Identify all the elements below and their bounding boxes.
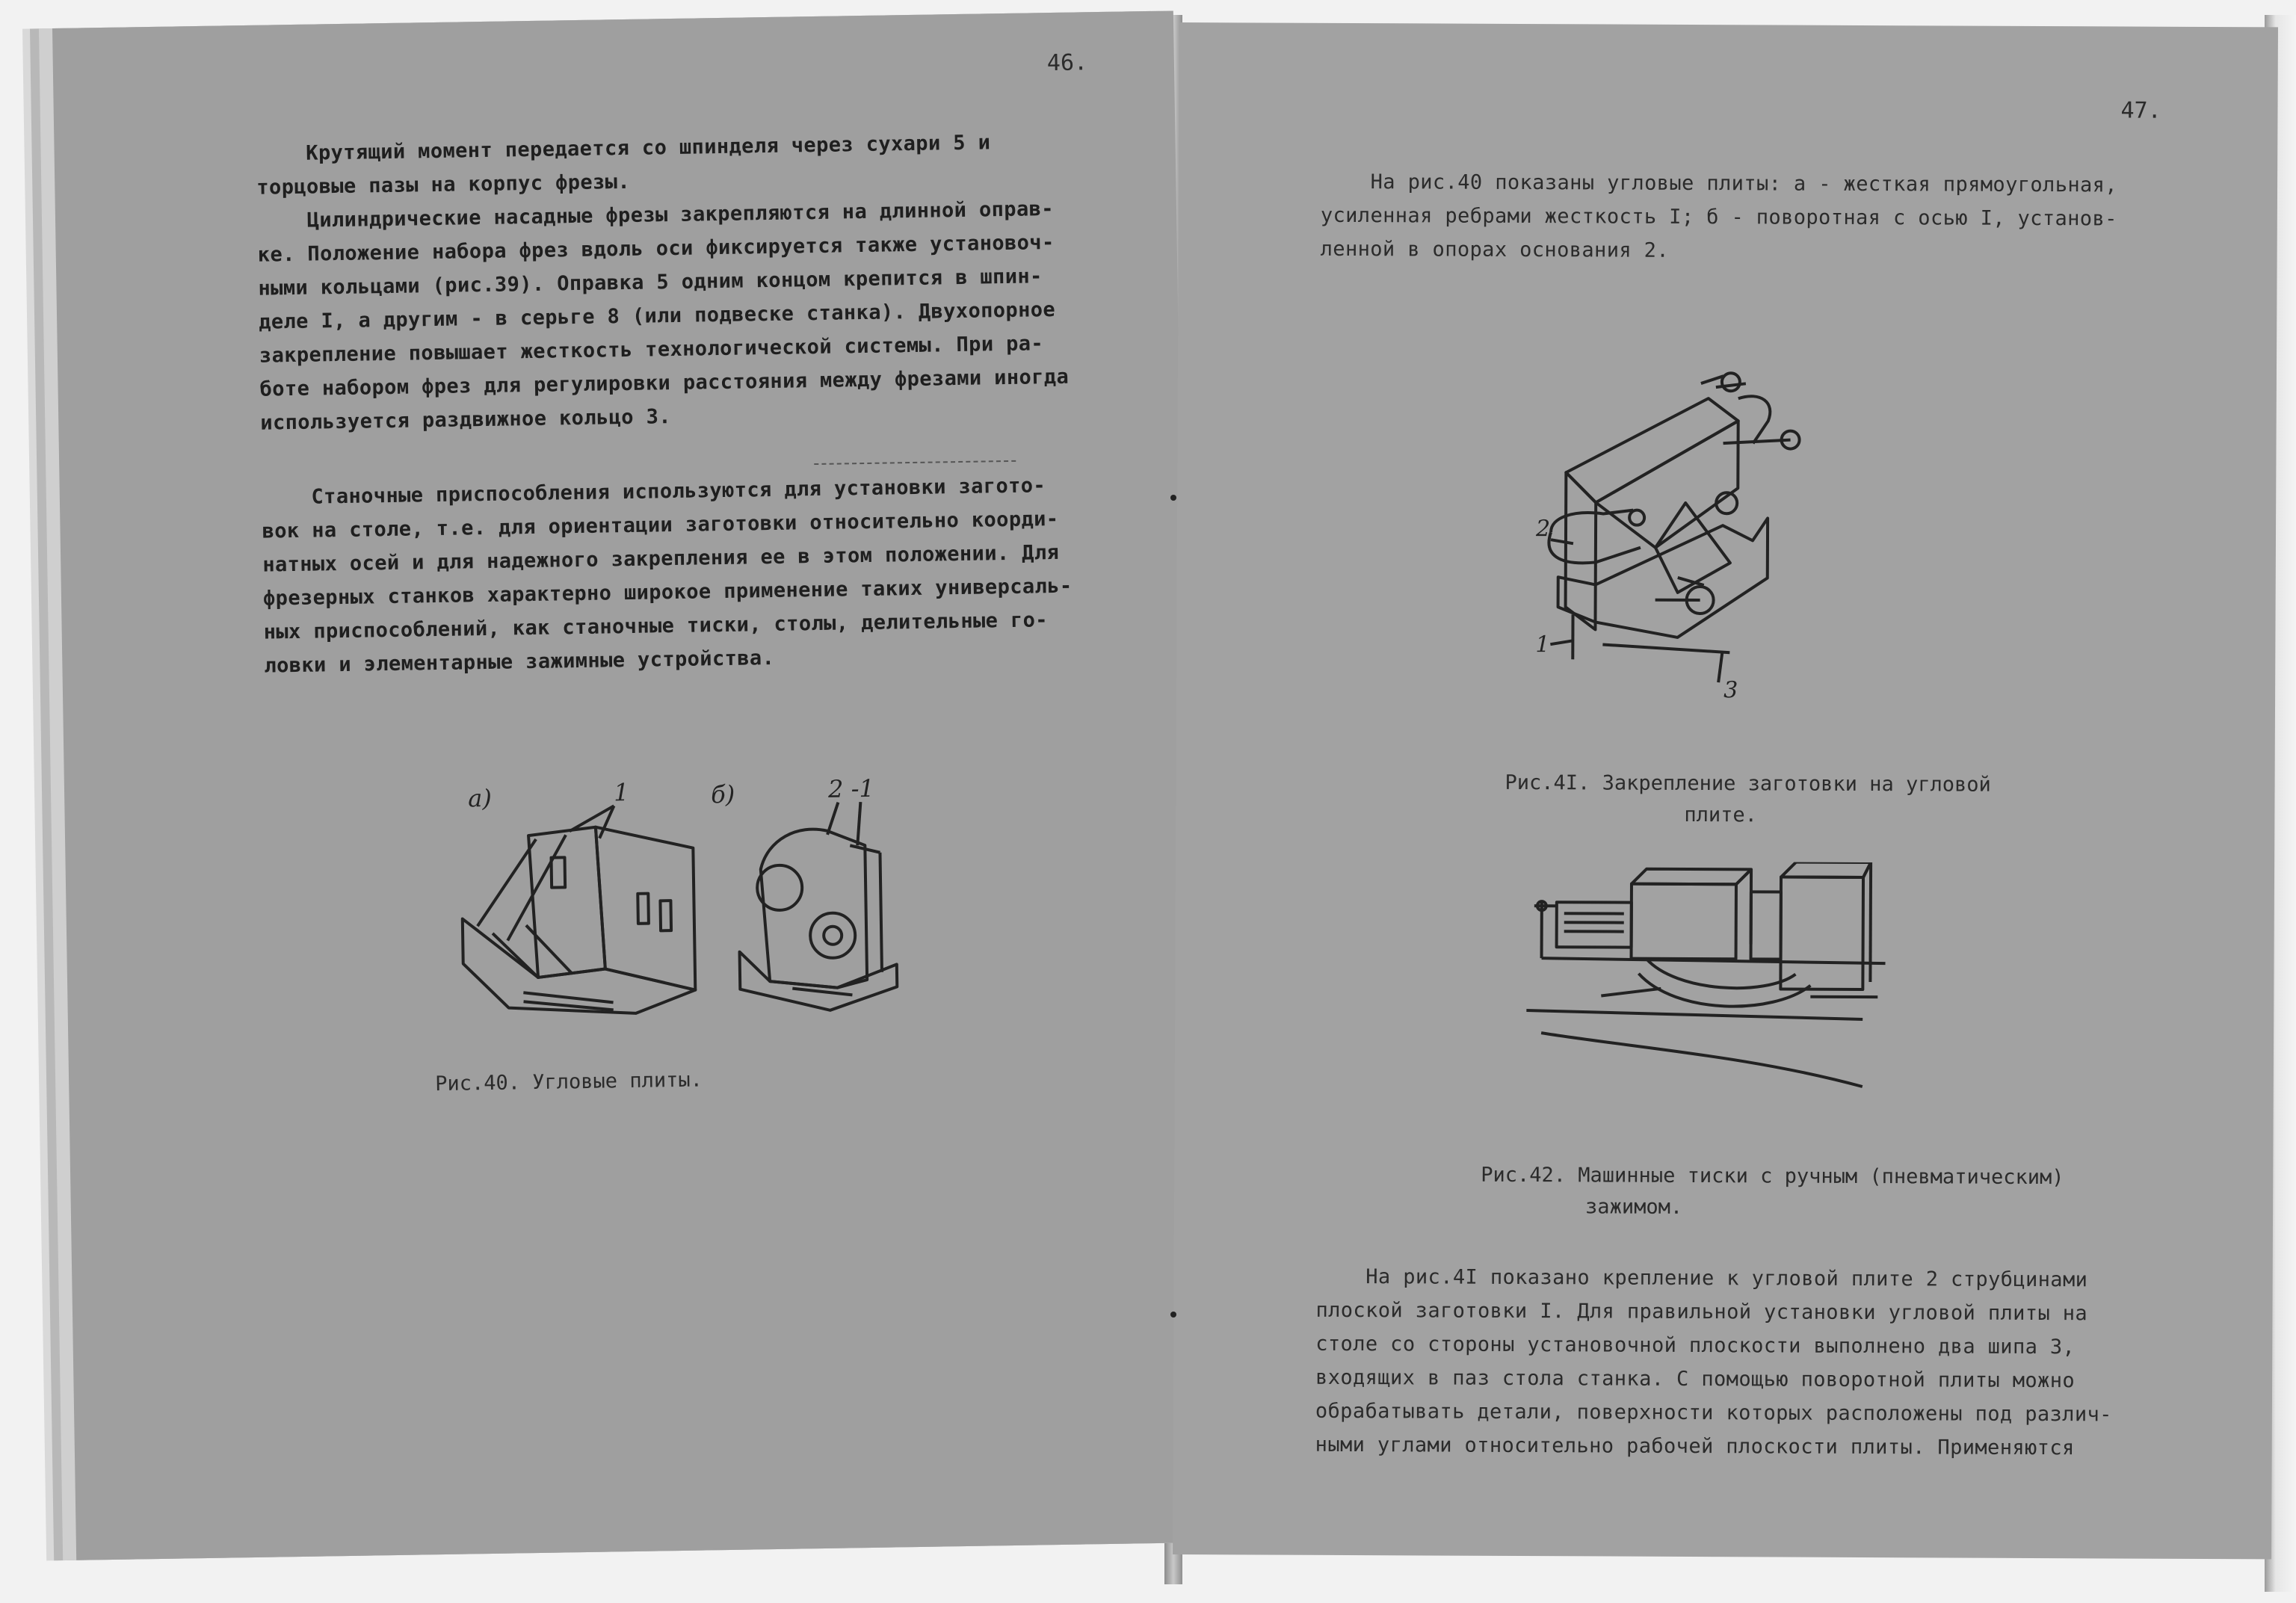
figure-label-a: а)	[467, 783, 493, 813]
figure-42-drawing	[1526, 861, 1916, 1116]
text-line: ленной в опорах основания 2.	[1320, 237, 1670, 262]
text-line: обрабатывать детали, поверхности которых расположены под различ-	[1315, 1399, 2112, 1427]
text-line: столе со стороны установочной плоскости выполнено два шипа 3,	[1315, 1332, 2076, 1359]
text-line: ных приспособлений, как станочные тиски, столы, делительные го-	[263, 608, 1049, 644]
figure-41-drawing	[1528, 353, 1903, 713]
figure-40-angle-plates	[445, 762, 958, 1069]
text-line: ловки и элементарные зажимные устройства.	[264, 646, 775, 678]
paragraph-torque	[256, 125, 1070, 440]
text-line: входящих в паз стола станка. С помощью поворотной плиты можно	[1315, 1365, 2076, 1393]
figure-42-machine-vise	[1526, 861, 1916, 1116]
callout-label: 2 -1	[827, 773, 875, 803]
text-line: усиленная ребрами жесткость I; б - поворотная с осью I, установ-	[1320, 203, 2117, 231]
callout-label: 3	[1723, 677, 1738, 704]
page-number: 47.	[2120, 97, 2161, 124]
text-line: ными углами относительно рабочей плоскости плиты. Применяются	[1315, 1433, 2075, 1460]
figure-label-b: б)	[710, 779, 735, 809]
text-line: используется раздвижное кольцо 3.	[260, 405, 672, 435]
text-line: ными кольцами (рис.39). Оправка 5 одним концом крепится в шпин-	[258, 265, 1043, 300]
callout-label: 2	[1535, 516, 1551, 543]
divider	[814, 460, 1016, 466]
text-line: торцовые пазы на корпус фрезы.	[256, 170, 631, 200]
text-line: Цилиндрические насадные фрезы закрепляются на длинной оправ-	[256, 197, 1055, 233]
text-line: боте набором фрез для регулировки расстояния между фрезами иногда	[259, 365, 1070, 401]
figure-42-caption-line2: зажимом.	[1585, 1195, 1683, 1219]
text-line: фрезерных станков характерно широкое применение таких универсаль-	[262, 574, 1073, 611]
figure-41-caption-line1: Рис.4I. Закрепление заготовки на угловой	[1505, 770, 1991, 797]
figure-42-caption-line1: Рис.42. Машинные тиски с ручным (пневматическим)	[1481, 1163, 2064, 1190]
text-line: деле I, а другим - в серьге 8 (или подвеске станка). Двухопорное	[258, 297, 1056, 334]
staple-mark	[1170, 495, 1176, 501]
text-line: закрепление повышает жесткость технологической системы. При ра-	[259, 332, 1044, 368]
text-line: На рис.4I показано крепление к угловой плите 2 струбцинами	[1315, 1264, 2088, 1292]
text-line: натных осей и для надежного закрепления ее в этом положении. Для	[262, 540, 1060, 577]
text-line: вок на столе, т.е. для ориентации заготовки относительно коорди-	[262, 507, 1059, 543]
figure-41-caption-line2: плите.	[1684, 803, 1757, 827]
paragraph-fixtures	[262, 469, 1074, 683]
paragraph-angle-plates	[1321, 165, 2118, 270]
text-line: На рис.40 показаны угловые плиты: а - жесткая прямоугольная,	[1321, 170, 2118, 197]
right-page	[1173, 22, 2278, 1559]
text-line: ке. Положение набора фрез вдоль оси фиксируется также установоч-	[257, 230, 1055, 267]
figure-40-caption: Рис.40. Угловые плиты.	[435, 1068, 703, 1096]
figure-40-drawing	[445, 762, 958, 1069]
callout-label: 1	[1535, 631, 1550, 658]
page-number: 46.	[1046, 49, 1088, 77]
staple-mark	[1170, 1312, 1176, 1318]
text-line: Станочные приспособления используются для установки загото-	[261, 474, 1046, 510]
text-line: Крутящий момент передается со шпинделя через сухари 5 и	[256, 131, 991, 166]
figure-41-clamping	[1528, 353, 1903, 713]
left-page	[52, 10, 1197, 1560]
text-line: плоской заготовки I. Для правильной установки угловой плиты на	[1315, 1298, 2088, 1326]
callout-label: 1	[613, 778, 629, 807]
paragraph-fig41-description	[1315, 1260, 2113, 1465]
